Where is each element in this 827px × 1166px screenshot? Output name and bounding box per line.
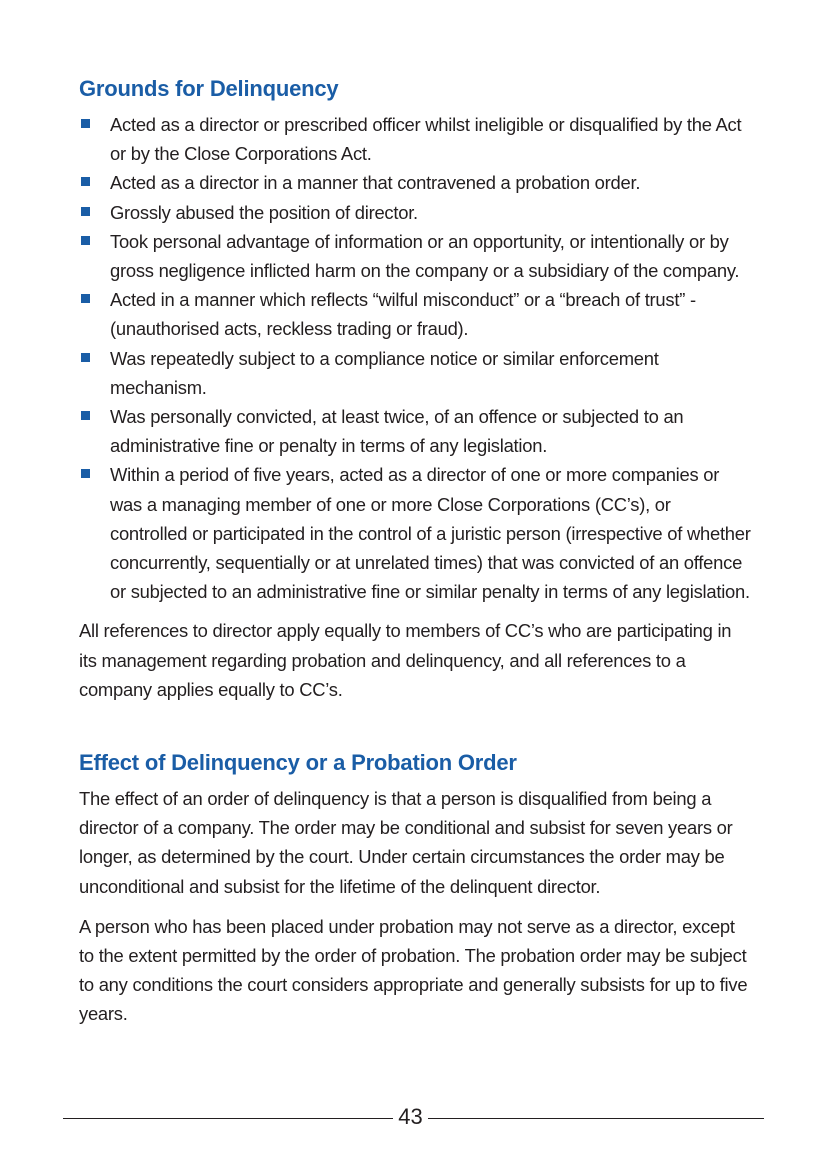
list-item xyxy=(79,285,751,343)
square-bullet-icon xyxy=(81,236,90,245)
page-number: 43 xyxy=(398,1104,423,1129)
list-item xyxy=(79,198,751,227)
list-item-text: Acted as a director in a manner that contravened a probation order. xyxy=(110,172,641,194)
list-item-text: Acted as a director or prescribed officer whilst ineligible or disqualified by the Act or by the Close Corporations Act. xyxy=(110,114,742,165)
list-item xyxy=(79,460,751,606)
square-bullet-icon xyxy=(81,469,90,478)
square-bullet-icon xyxy=(81,119,90,128)
square-bullet-icon xyxy=(81,207,90,216)
list-item-text: Acted in a manner which reflects “wilful misconduct” or a “breach of trust” - (unauthorised acts, reckless trading or fraud). xyxy=(110,289,696,340)
list-item xyxy=(79,110,751,168)
list-item-text: Took personal advantage of information or an opportunity, or intentionally or by gross negligence inflicted harm on the company or a subsidiary of the company. xyxy=(110,230,740,282)
page-footer xyxy=(63,1102,764,1132)
list-item xyxy=(79,402,751,460)
footer-rule-right xyxy=(428,1118,764,1119)
list-item-text: Within a period of five years, acted as a director of one or more companies or was a managing member of one or more Close Corporations (CC’s), or controlled or participated in the control of a juristic person (irrespective of whether concurrently, sequentially or at unrelated times) that was convicted of an offence or subjected to an administrative fine or similar penalty in terms of any legislation. xyxy=(110,464,751,603)
document-page xyxy=(79,72,751,1029)
list-item xyxy=(79,344,751,402)
square-bullet-icon xyxy=(81,353,90,362)
list-item-text: Was repeatedly subject to a compliance notice or similar enforcement mechanism. xyxy=(110,347,659,398)
list-item xyxy=(79,227,751,285)
cc-references-note: All references to director apply equally to members of CC’s who are participating in its management regarding probation and delinquency, and all references to a company applies equally to CC’s. xyxy=(79,620,732,700)
heading-effect-of-delinquency: Effect of Delinquency or a Probation Order xyxy=(79,750,517,776)
footer-rule-left xyxy=(63,1118,393,1119)
grounds-list xyxy=(79,110,751,606)
list-item-text: Grossly abused the position of director. xyxy=(110,201,418,223)
square-bullet-icon xyxy=(81,411,90,420)
list-item xyxy=(79,168,751,197)
heading-grounds-for-delinquency: Grounds for Delinquency xyxy=(79,76,339,101)
square-bullet-icon xyxy=(81,294,90,303)
effect-paragraph-delinquency: The effect of an order of delinquency is that a person is disqualified from being a director of a company. The order may be conditional and subsist for seven years or longer, as determined by the court. Under certain circumstances the order may be unconditional and subsist for the lifetime of the delinquent director. xyxy=(79,788,733,897)
effect-paragraph-probation: A person who has been placed under probation may not serve as a director, except to the extent permitted by the order of probation. The probation order may be subject to any conditions the court considers appropriate and generally subsists for up to five years. xyxy=(79,915,748,1025)
list-item-text: Was personally convicted, at least twice, of an offence or subjected to an administrative fine or penalty in terms of any legislation. xyxy=(110,406,684,457)
square-bullet-icon xyxy=(81,177,90,186)
